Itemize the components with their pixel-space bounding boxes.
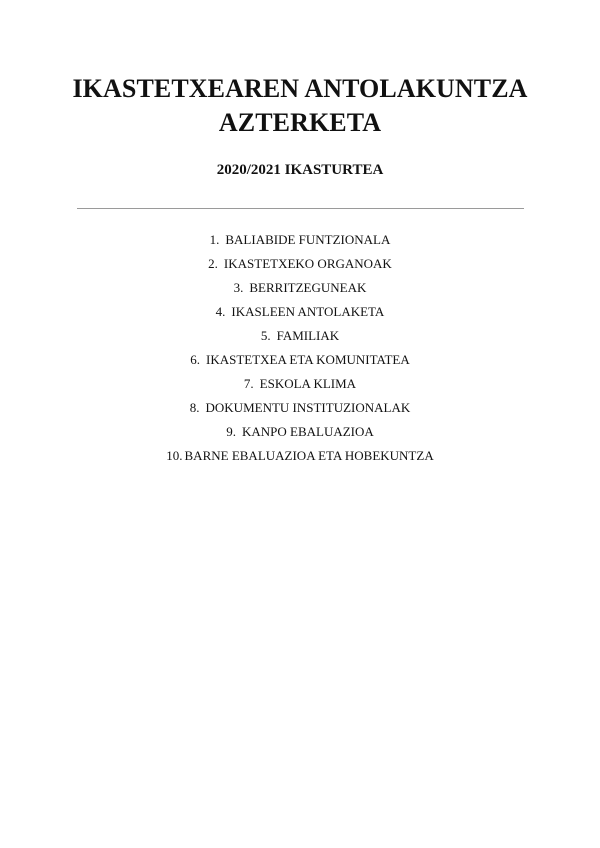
toc-item	[40, 301, 560, 325]
document-title-line-2: AZTERKETA	[218, 108, 382, 137]
toc-item	[40, 277, 560, 301]
toc-item	[40, 421, 560, 445]
toc-item-label: DOKUMENTU INSTITUZIONALAK	[205, 400, 411, 415]
toc-item	[40, 349, 560, 373]
toc-item-label: KANPO EBALUAZIOA	[241, 424, 374, 439]
toc-item	[40, 229, 560, 253]
toc-item	[40, 325, 560, 349]
toc-item-number: 9.	[226, 424, 236, 439]
toc-item-number: 10.	[166, 448, 183, 463]
toc-item-number: 6.	[190, 352, 200, 367]
toc-item-label: IKASTETXEA ETA KOMUNITATEA	[206, 352, 410, 367]
toc-item-label: BALIABIDE FUNTZIONALA	[225, 232, 391, 247]
document-title-line-1: IKASTETXEAREN ANTOLAKUNTZA	[72, 74, 528, 103]
toc-item-label: FAMILIAK	[276, 328, 340, 343]
toc-item	[40, 373, 560, 397]
toc-item-number: 7.	[243, 376, 254, 391]
toc-item-number: 8.	[189, 400, 200, 415]
toc-item-number: 1.	[209, 232, 220, 247]
toc-item-label: BERRITZEGUNEAK	[249, 280, 367, 295]
toc-item	[40, 445, 560, 469]
toc-item-number: 2.	[208, 256, 218, 271]
horizontal-divider	[77, 208, 524, 209]
toc-item-number: 5.	[260, 328, 271, 343]
toc-item-number: 3.	[233, 280, 244, 295]
document-subtitle: 2020/2021 IKASTURTEA	[216, 162, 384, 178]
toc-item-label: ESKOLA KLIMA	[259, 376, 357, 391]
toc-item-label: IKASLEEN ANTOLAKETA	[231, 304, 385, 319]
toc-item-number: 4.	[215, 304, 226, 319]
toc-item	[40, 397, 560, 421]
toc-item-label: BARNE EBALUAZIOA ETA HOBEKUNTZA	[184, 448, 434, 463]
toc-item	[40, 253, 560, 277]
toc-item-label: IKASTETXEKO ORGANOAK	[223, 256, 392, 271]
table-of-contents	[40, 229, 560, 469]
